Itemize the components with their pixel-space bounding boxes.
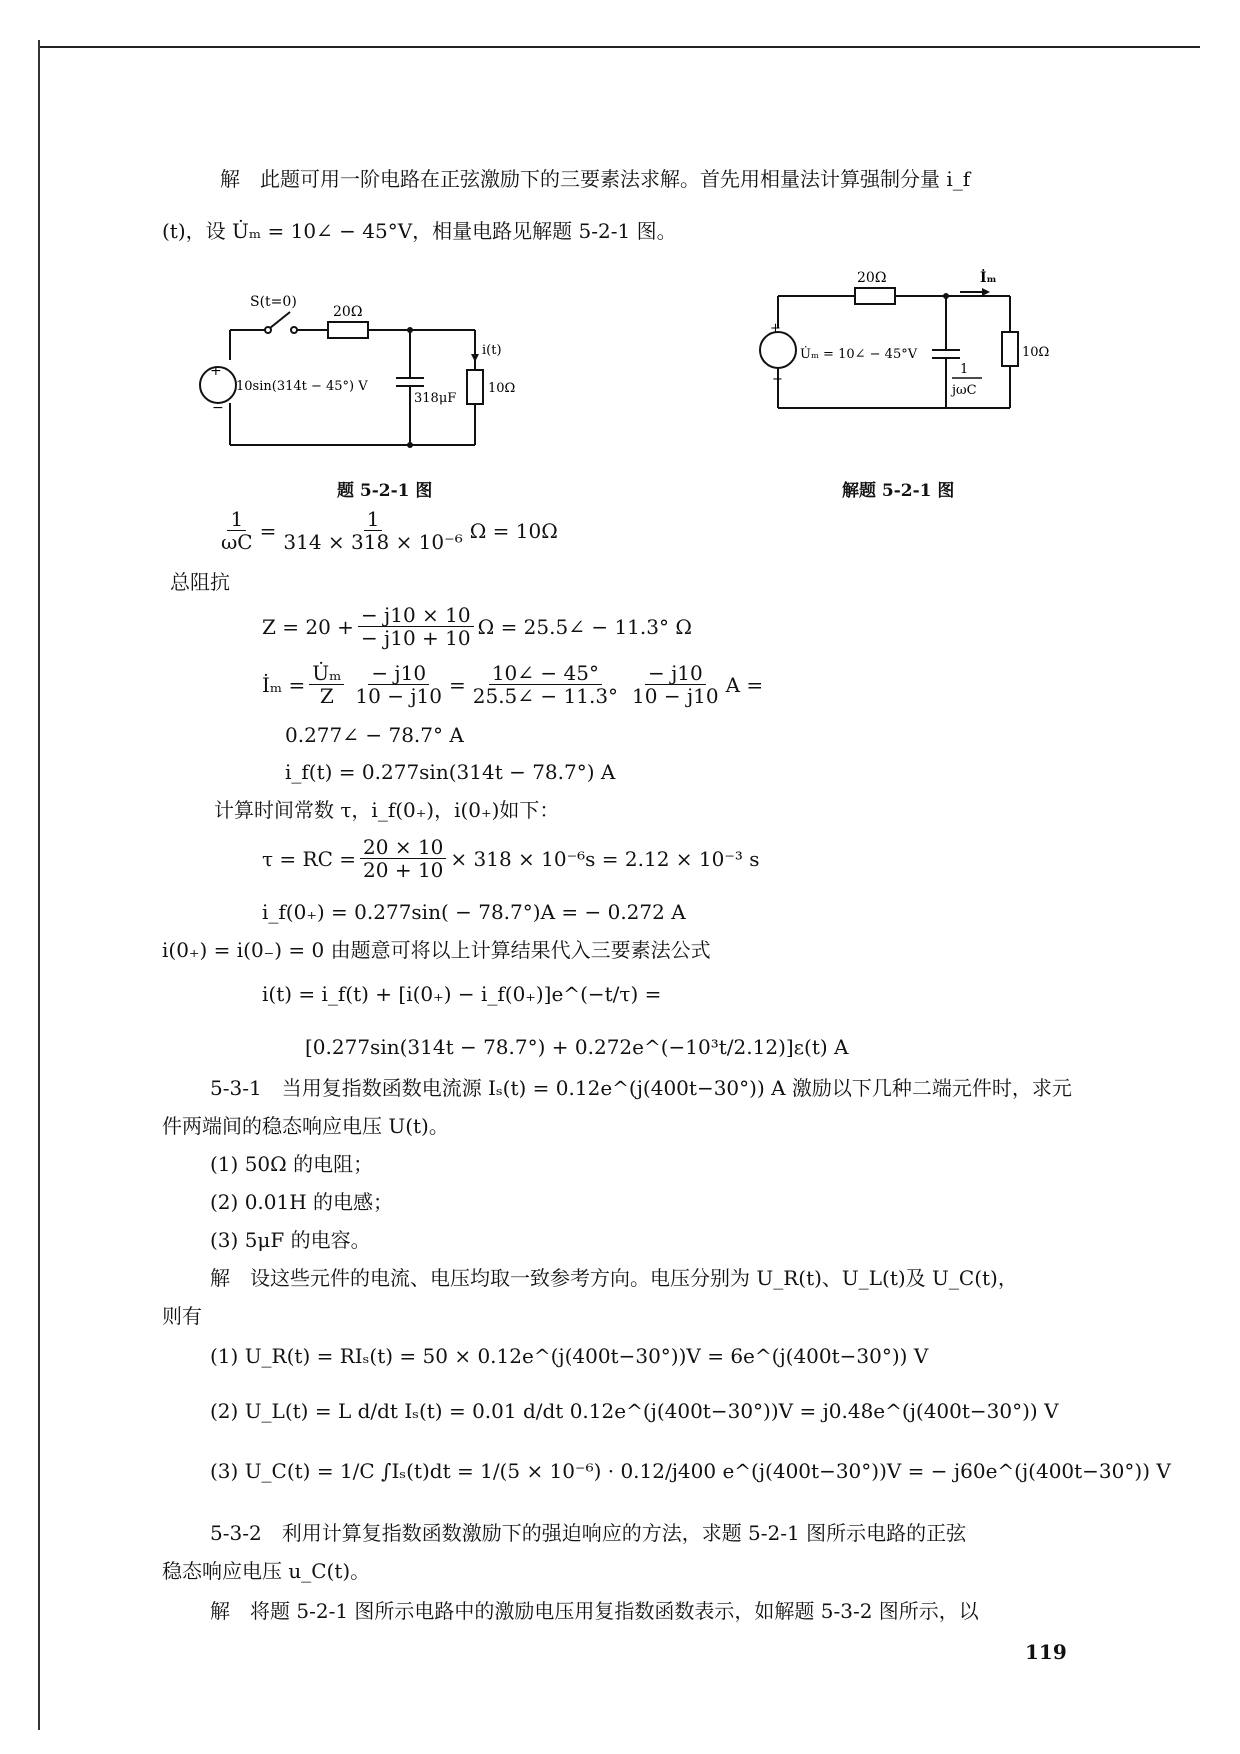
answer-3: (3) U_C(t) = 1/C ∫Iₛ(t)dt = 1/(5 × 10⁻⁶) · 0.12/j400 e^(j(400t−30°))V = − j60e^(j(400t−30°)) V — [210, 1459, 1171, 1483]
header-rule — [38, 46, 1200, 48]
sol-resistor-10-label: 10Ω — [1022, 345, 1050, 360]
solution-line-1: 解 设这些元件的电流、电压均取一致参考方向。电压分别为 U_R(t)、U_L(t)及 U_C(t)， — [210, 1266, 1018, 1290]
equation-initial-forced: i_f(0₊) = 0.277sin( − 78.7°)A = − 0.272 A — [262, 900, 686, 924]
switch-label: S(t=0) — [250, 294, 297, 310]
capacitor-label: 318μF — [414, 391, 457, 406]
resistor-20-label: 20Ω — [333, 304, 363, 320]
sol-source-label: U̇ₘ = 10∠ − 45°V — [800, 347, 918, 362]
equation-current-value: 0.277∠ − 78.7° A — [285, 723, 464, 747]
sol-current-label: İₘ — [980, 270, 997, 286]
time-constant-intro: 计算时间常数 τ，i_f(0₊)，i(0₊)如下： — [214, 798, 560, 822]
equation-initial-line: i(0₊) = i(0₋) = 0 由题意可将以上计算结果代入三要素法公式 — [162, 938, 711, 962]
circuit-figure-solution-5-2-1 — [760, 268, 1050, 418]
item-2: (2) 0.01H 的电感； — [210, 1190, 394, 1214]
equation-final-result: [0.277sin(314t − 78.7°) + 0.272e^(−10³t/2.12)]ε(t) A — [305, 1035, 849, 1059]
source-label: 10sin(314t − 45°) V — [236, 379, 368, 394]
circuit-figure-5-2-1 — [190, 290, 530, 455]
equation-forced-component: i_f(t) = 0.277sin(314t − 78.7°) A — [285, 760, 616, 784]
figure-caption-right: 解题 5-2-1 图 — [842, 481, 955, 501]
svg-text:−: − — [772, 372, 783, 387]
sol-cap-den: jωC — [952, 383, 977, 398]
item-1: (1) 50Ω 的电阻； — [210, 1152, 374, 1176]
problem-5-3-1-line-2: 件两端间的稳态响应电压 U(t)。 — [162, 1114, 449, 1138]
page-number: 119 — [1025, 1640, 1067, 1664]
last-line: 解 将题 5-2-1 图所示电路中的激励电压用复指数函数表示，如解题 5-3-2 图所示，以 — [210, 1599, 979, 1623]
current-label: i(t) — [482, 343, 502, 358]
answer-2: (2) U_L(t) = L d/dt Iₛ(t) = 0.01 d/dt 0.12e^(j(400t−30°))V = j0.48e^(j(400t−30°)) V — [210, 1399, 1059, 1423]
solution-line-2: 则有 — [162, 1304, 202, 1328]
equation-impedance: Z = 20 + $\frac{- j10 \times 10}{- j10 + 10}$ Ω = 25.5∠ − 11.3° Ω — [262, 603, 692, 650]
margin-rule — [38, 40, 40, 1730]
answer-1: (1) U_R(t) = RIₛ(t) = 50 × 0.12e^(j(400t−30°))V = 6e^(j(400t−30°)) V — [210, 1344, 929, 1368]
intro-line-2: (t)，设 U̇ₘ = 10∠ − 45°V，相量电路见解题 5-2-1 图。 — [162, 219, 677, 243]
svg-text:−: − — [212, 400, 224, 416]
sol-cap-num: 1 — [960, 362, 969, 377]
svg-text:+: + — [770, 321, 781, 336]
problem-5-3-1-line-1: 5-3-1 当用复指数函数电流源 Iₛ(t) = 0.12e^(j(400t−30°)) A 激励以下几种二端元件时，求元 — [210, 1076, 1072, 1100]
problem-5-3-2-line-1: 5-3-2 利用计算复指数函数激励下的强迫响应的方法，求题 5-2-1 图所示电路的正弦 — [210, 1521, 967, 1545]
equation-three-element: i(t) = i_f(t) + [i(0₊) − i_f(0₊)]e^(−t/τ) = — [262, 982, 662, 1006]
problem-5-3-2-line-2: 稳态响应电压 u_C(t)。 — [162, 1559, 371, 1583]
figure-caption-left: 题 5-2-1 图 — [337, 481, 433, 501]
total-impedance-label: 总阻抗 — [170, 570, 230, 594]
intro-line-1: 解 此题可用一阶电路在正弦激励下的三要素法求解。首先用相量法计算强制分量 i_f — [220, 167, 971, 191]
equation-reactance: $\frac{1}{\omega C}$ = $\frac{1}{\text{314 × 318 × 10⁻⁶}}$ Ω = 10Ω — [221, 507, 558, 554]
equation-time-constant: τ = RC = $\frac{20 \times 10}{20 + 10}$ × 318 × 10⁻⁶s = 2.12 × 10⁻³ s — [262, 835, 760, 882]
resistor-10-label: 10Ω — [488, 381, 516, 396]
equation-current-phasor: İₘ = $\frac{\text{U̇ₘ}}{Z}$ $\frac{- j10}{10 - j10}$ = $\frac{10\angle - 45^\circ}{25.5\angle - 11.3^\circ}$ $\frac{- j10}{10 - j10}$ A = — [262, 661, 764, 708]
svg-text:+: + — [210, 363, 222, 379]
item-3: (3) 5μF 的电容。 — [210, 1228, 371, 1252]
sol-resistor-20-label: 20Ω — [857, 270, 887, 286]
